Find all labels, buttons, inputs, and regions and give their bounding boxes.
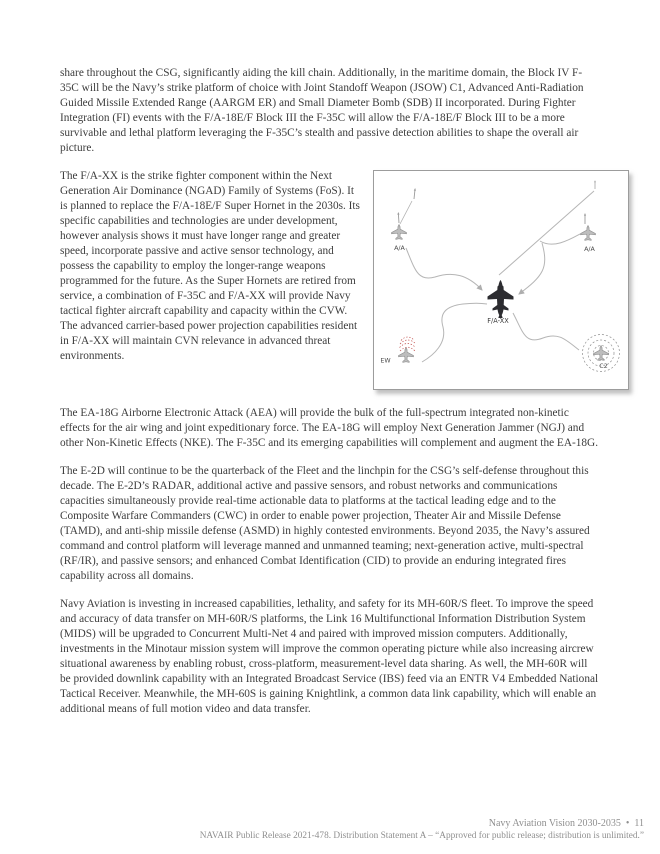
footer-distribution-statement: NAVAIR Public Release 2021-478. Distribution Statement A – “Approved for public release; distribution is unlimited.” <box>199 831 644 841</box>
label-aa-right: A/A <box>584 246 595 253</box>
page-body <box>60 66 608 730</box>
label-aa-left: A/A <box>394 245 405 252</box>
footer-page-number: 11 <box>634 818 644 829</box>
fa-xx-connectivity-figure <box>373 170 629 390</box>
body-paragraph-4: The E-2D will continue to be the quarterback of the Fleet and the linchpin for the CSG’s self-defense throughout this decade. The E-2D’s RADAR, additional active and passive sensors, and robust networks and communications capacities simultaneously provide real-time actionable data to platforms at the tactical leading edge and to the Composite Warfare Commanders (CWC) in order to enable power projection, Theater Air and Missile Defense (TAMD), and anti-ship missile defense (ASMD) in highly contested environments. Beyond 2035, the Navy’s assured command and control platform will leverage manned and unmanned teaming; next-generation active, multi-spectral (RF/IR), and passive sensors; and enhanced Combat Identification (CID) to provide an enduring integrated fires capability across all domains. <box>60 465 590 582</box>
fa-xx-diagram <box>373 170 629 390</box>
label-ew: EW <box>380 357 391 365</box>
footer-doc-title-line <box>200 817 644 830</box>
label-c2: C2 <box>599 363 608 370</box>
body-paragraph-1: share throughout the CSG, significantly aiding the kill chain. Additionally, in the maritime domain, the Block IV F-35C will be the Navy’s strike platform of choice with Joint Standoff Weapon (JSOW) C1, Advanced Anti-Radiation Guided Missile Extended Range (AARGM ER) and Small Diameter Bomb (SDB) II incorporated. During Fighter Integration (FI) events with the F/A-18E/F Block III the F-35C will allow the F/A-18E/F Block III to be a more survivable and lethal platform leveraging the F-35C’s stealth and passive detection abilities to shape the overall air picture. <box>60 67 584 154</box>
page-footer <box>200 817 644 843</box>
footer-separator: • <box>625 818 630 829</box>
faxx-paragraph-with-figure <box>60 169 608 370</box>
label-fa-xx: F/A-XX <box>487 317 509 325</box>
body-paragraph-5: Navy Aviation is investing in increased capabilities, lethality, and safety for its MH-60R/S fleet. To improve the speed and accuracy of data transfer on MH-60R/S platforms, the Link 16 Multifunctional Information Distribution System (MIDS) will be upgraded to Concurrent Multi-Net 4 and paired with improved mission computers. Additionally, investments in the Minotaur mission system will improve the common operating picture while also increasing aircrew situational awareness by enabling robust, cross-platform, measurement-level data sharing. As well, the MH-60R will be provided downlink capability with an Integrated Broadcast Service (IBS) feed via an ENTR V4 Embedded National Tactical Receiver. Meanwhile, the MH-60S is gaining Knightlink, a common data link capability, which will enable an additional means of full motion video and data transfer. <box>60 598 599 715</box>
footer-doc-title: Navy Aviation Vision 2030-2035 <box>488 818 621 829</box>
body-paragraph-2: The F/A-XX is the strike fighter component within the Next Generation Air Dominance (NGAD) Family of Systems (FoS). It is planned to replace the F/A-18E/F Super Hornet in the 2030s. Its specific capabilities and technologies are under development, however analysis shows it must have longer range and greater speed, incorporate passive and active sensor technology, and possess the capability to employ the longer-range weapons programmed for the future. As the Super Hornets are retired from service, a combination of F-35C and F/A-XX will provide Navy tactical fighter aircraft capability and capacity within the CVW. The advanced carrier-based power projection capabilities resident in F/A-XX will maintain CVN relevance in advanced threat environments. <box>60 170 360 362</box>
body-paragraph-3: The EA-18G Airborne Electronic Attack (AEA) will provide the bulk of the full-spectrum integrated non-kinetic effects for the air wing and joint expeditionary force. The EA-18G will employ Next Generation Jammer (NGJ) and other Non-Kinetic Effects (NKE). The F-35C and its emerging capabilities will complement and augment the EA-18G. <box>60 407 599 449</box>
